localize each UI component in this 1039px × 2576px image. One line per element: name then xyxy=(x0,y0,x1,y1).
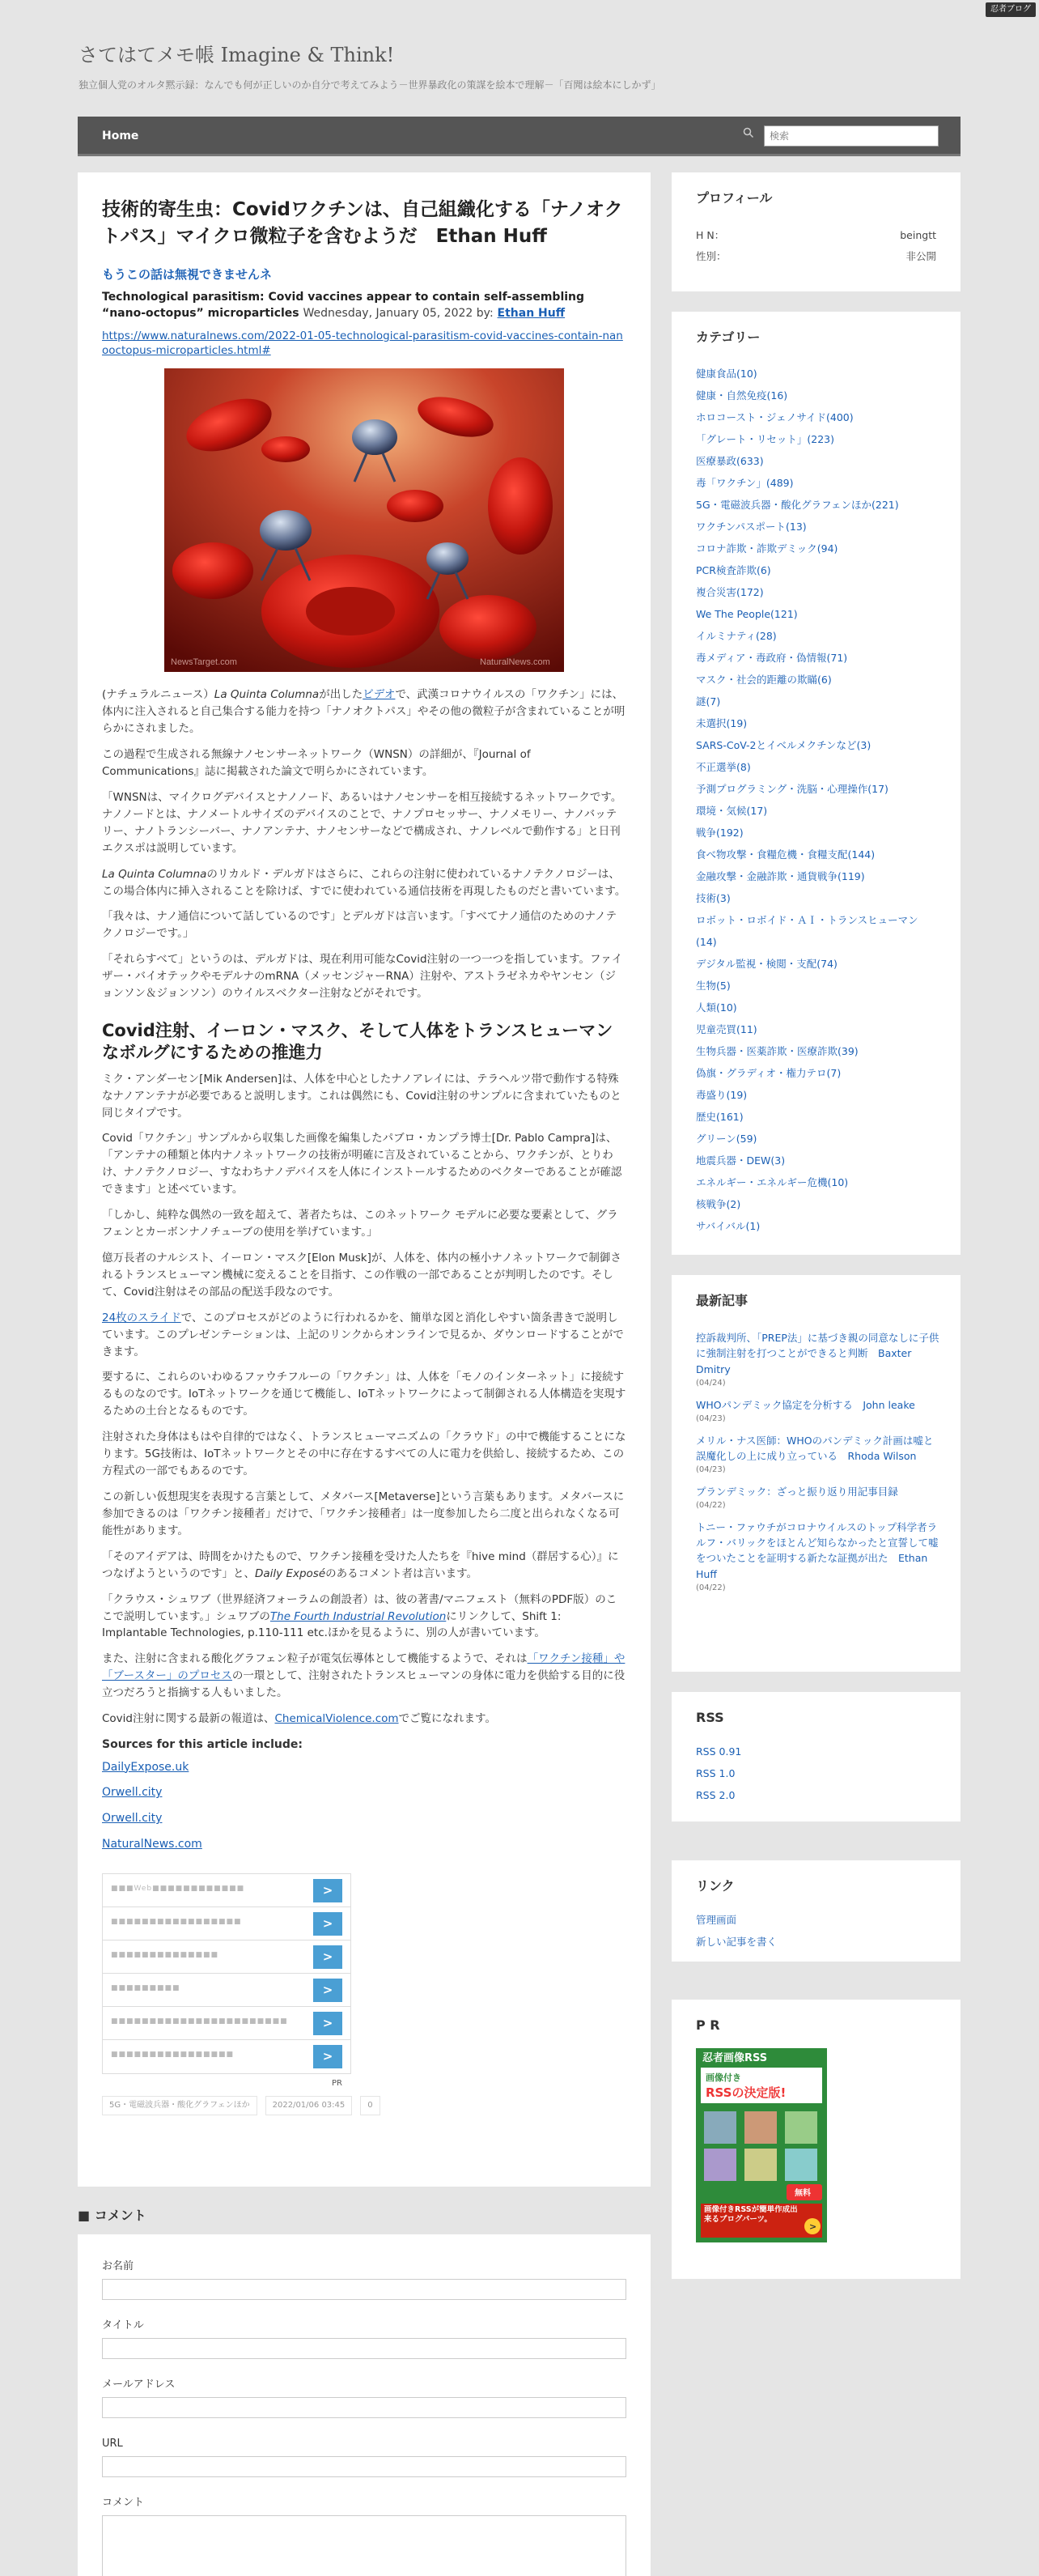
fourth-industrial-revolution-link[interactable]: The Fourth Industrial Revolution xyxy=(269,1609,447,1623)
category-link[interactable]: ロボット・ロボイド・ＡＩ・トランスヒューマン(14) xyxy=(696,914,918,948)
search-icon[interactable] xyxy=(743,127,754,138)
pr-widget xyxy=(672,2000,961,2279)
recent-item: メリル・ナス医師：WHOのパンデミック計画は嘘と誤魔化しの上に成り立っている Rhoda Wilson (04/23) xyxy=(696,1433,943,1477)
rss-widget xyxy=(672,1692,961,1821)
paragraph-15: 「そのアイデアは、時間をかけたもので、ワクチン接種を受けた人たちを『hive mind（群居する心）』につなげようというのです」と、Daily Exposéのあるコメント者は言います。 xyxy=(102,1549,619,1580)
rss-list xyxy=(696,1741,939,1806)
paragraph-1: (ナチュラルニュース）La Quinta Columnaが出したビデオで、武漢コロナウイルスの「ワクチン」には、体内に注入されると自己集合する能力を持つ「ナノオクトパス」やその他の微粒子が含まれていることが明らかにされました。 xyxy=(102,688,626,736)
navbar xyxy=(78,117,961,156)
banner-brand: 忍者画像RSS xyxy=(702,2052,768,2064)
ad-arrow-button: > xyxy=(313,1945,342,1969)
category-link[interactable]: イルミナティ(28) xyxy=(696,630,777,642)
category-link[interactable]: 金融攻撃・金融詐欺・通貨戦争(119) xyxy=(696,870,865,882)
category-link[interactable]: サバイバル(1) xyxy=(696,1220,761,1232)
category-link[interactable]: 食べ物攻撃・食糧危機・食糧支配(144) xyxy=(696,848,876,861)
main-content xyxy=(78,172,651,2187)
category-link[interactable]: 5G・電磁波兵器・酸化グラフェンほか(221) xyxy=(696,499,899,511)
category-link[interactable]: 毒メディア・毒政府・偽情報(71) xyxy=(696,652,848,664)
category-link[interactable]: 歴史(161) xyxy=(696,1111,744,1123)
category-heading: カテゴリー xyxy=(696,329,761,345)
paragraph-9: 「しかし、純粋な偶然の一致を超えて、著者たちは、このネットワーク モデルに必要な要素として、グラフェンとカーボンナノチューブの使用を挙げています。」 xyxy=(102,1209,618,1239)
author-link[interactable]: Ethan Huff xyxy=(497,307,566,321)
category-link[interactable]: 核戦争(2) xyxy=(696,1198,741,1210)
ad-row[interactable]: ■■■■■■■■■■■■■■■■■ > xyxy=(103,1907,350,1941)
category-link[interactable]: 戦争(192) xyxy=(696,827,744,839)
recent-item: WHOパンデミック協定を分析する John leake (04/23) xyxy=(696,1397,943,1426)
nav-home-link[interactable]: Home xyxy=(102,130,139,142)
source-url-link[interactable]: https://www.naturalnews.com/2022-01-05-technological-parasitism-covid-vaccines-contain-nanooctopus-microparticles.html# xyxy=(102,329,623,358)
banner-arrow-icon: > xyxy=(809,2221,817,2232)
nanobot-illustration xyxy=(164,368,564,672)
banner-line1: 画像付き xyxy=(706,2072,741,2083)
recent-posts-widget xyxy=(672,1275,961,1672)
paragraph-10: 億万長者のナルシスト、イーロン・マスク[Elon Musk]が、人体を、体内の極小ナノネットワークで制御されるトランスヒューマン機械に変えることを目指す、この作戦の一部であることが判明したのです。そして、Covid注射はその部品の配送手段なのです。 xyxy=(102,1251,621,1299)
ad-row[interactable]: ■■■Web■■■■■■■■■■■■ > xyxy=(103,1874,350,1907)
profile-gender: 性別： 非公開 xyxy=(696,250,936,262)
recent-item: 控訴裁判所、「PREP法」に基づき親の同意なしに子供に強制注射を打つことができると判断 Baxter Dmitry (04/24) xyxy=(696,1330,943,1390)
post-date: 2022/01/06 03:45 xyxy=(265,2096,353,2115)
links-list xyxy=(696,1909,939,1953)
pr-banner-graphic xyxy=(696,2048,827,2242)
ad-row[interactable]: ■■■■■■■■■■■■■■■■ > xyxy=(103,2040,350,2073)
ad-box xyxy=(102,1873,351,2074)
ad-arrow-button: > xyxy=(313,2045,342,2068)
booster-process-link[interactable]: 「ワクチン接種」や「ブースター」のプロセス xyxy=(102,1652,626,1683)
paragraph-3: 「WNSNは、マイクログデバイスとナノノード、あるいはナノセンサーを相互接続するネットワークです。ナノノードとは、ナノメートルサイズのデバイスのことで、ナノプロセッサー、ナノメモリー、ナノバッテリー、ナノトランシーバー、ナノアンテナ、ナノセンサーなどで構成され、ナノレベルで動作する」と日刊エクスポは説明しています。 xyxy=(102,790,622,855)
chemicalviolence-link[interactable]: ChemicalViolence.com xyxy=(274,1712,399,1726)
ad-pr-label: PR xyxy=(332,2078,342,2088)
search-input[interactable] xyxy=(764,125,939,147)
category-link[interactable]: 健康・自然免疫(16) xyxy=(696,389,788,402)
profile-heading: プロフィール xyxy=(696,190,773,206)
category-link[interactable]: 生物(5) xyxy=(696,980,731,992)
source-link[interactable]: Orwell.city xyxy=(102,1812,163,1826)
paragraph-6: 「それらすべて」というのは、デルガドは、現在利用可能なCovid注射の一つ一つを指しています。ファイザー・バイオテックやモデルナのmRNA（メッセンジャーRNA）注射や、アストラゼネカやヤンセン（ジョンソン＆ジョンソン）のウイルスベクター注射などがそれです。 xyxy=(102,953,623,1001)
source-link[interactable]: NaturalNews.com xyxy=(102,1837,202,1851)
rss-link[interactable]: RSS 0.91 xyxy=(696,1745,742,1758)
profile-hn: H N： beingtt xyxy=(696,229,936,241)
recent-item: プランデミック：ざっと振り返り用記事目録 (04/22) xyxy=(696,1484,943,1512)
category-link[interactable]: コロナ詐欺・詐欺デミック(94) xyxy=(696,542,838,555)
paragraph-11: 24枚のスライドで、このプロセスがどのように行われるかを、簡単な図と消化しやすい箇条書きで説明しています。このプレゼンテーションは、上記のリンクからオンラインで見るか、ダウンロードすることができます。 xyxy=(102,1311,624,1358)
recent-post-link[interactable]: 控訴裁判所、「PREP法」に基づき親の同意なしに子供に強制注射を打つことができると判断 Baxter Dmitry xyxy=(696,1332,939,1375)
ad-arrow-button: > xyxy=(313,1879,342,1902)
recent-post-link[interactable]: プランデミック：ざっと振り返り用記事目録 xyxy=(696,1485,898,1498)
recent-post-link[interactable]: トニー・ファウチがコロナウイルスのトップ科学者ラルフ・バリックをほとんど知らなかったと宣誓して嘘をついたことを証明する新たな証拠が出た Ethan Huff xyxy=(696,1520,939,1580)
category-list xyxy=(696,363,939,1237)
watermark-left: NewsTarget.com xyxy=(171,657,237,668)
category-link[interactable]: グリーン(59) xyxy=(696,1133,757,1145)
rss-link[interactable]: RSS 2.0 xyxy=(696,1789,736,1801)
article-meta xyxy=(102,2096,626,2115)
category-link[interactable]: 「グレート・リセット」(223) xyxy=(696,433,834,445)
ad-row[interactable]: ■■■■■■■■■ > xyxy=(103,1974,350,2007)
site-description: 独立個人党のオルタ黙示録：なんでも何が正しいのか自分で考えてみよう－世界暴政化の策謀を絵本で理解－「百聞は絵本にしかず」 xyxy=(78,79,661,91)
category-link[interactable]: 健康食品(10) xyxy=(696,368,757,380)
ninja-blog-badge[interactable]: 忍者ブログ xyxy=(986,2,1036,17)
comment-heading: ■ コメント xyxy=(78,2208,146,2223)
recent-heading: 最新記事 xyxy=(696,1293,749,1308)
category-link[interactable]: 毒「ワクチン」(489) xyxy=(696,477,794,489)
paragraph-16: 「クラウス・シュワブ（世界経済フォーラムの創設者）は、彼の著書/マニフェスト（無料のPDF版）のここで説明しています。」シュワブのThe Fourth Industrial Revolutionにリンクして、Shift 1: Implantable Technologies, p.110-111 etc.ほかを見るように、別の人が書いています。 xyxy=(102,1592,617,1640)
url-input[interactable] xyxy=(102,2456,626,2477)
category-link[interactable]: 偽旗・グラディオ・権力テロ(7) xyxy=(696,1067,842,1079)
ad-row[interactable]: ■■■■■■■■■■■■■■ > xyxy=(103,1941,350,1974)
paragraph-17: また、注射に含まれる酸化グラフェン粒子が電気伝導体として機能するようで、それは「ワクチン接種」や「ブースター」のプロセスの一環として、注射されたトランスヒューマンの身体に電力を供給する目的に役立つだろうと指摘する人もいました。 xyxy=(102,1652,626,1700)
category-link[interactable]: 不正選挙(8) xyxy=(696,761,751,773)
new-post-link[interactable]: 新しい記事を書く xyxy=(696,1936,778,1948)
article xyxy=(102,197,626,2115)
url-label: URL xyxy=(102,2438,123,2450)
slides-link[interactable]: 24枚のスライド xyxy=(102,1311,181,1324)
paragraph-5: 「我々は、ナノ通信について話しているのです」とデルガドは言います。「すべてナノ通信のためのナノテクノロジーです。」 xyxy=(102,910,617,941)
english-title: Technological parasitism: Covid vaccines appear to contain self-assembling “nano-octopus” microparticles Wednesday, January 05, 2022 by: Ethan Huff xyxy=(102,290,585,321)
article-title: 技術的寄生虫：Covidワクチンは、自己組織化する「ナノオクトパス」マイクロ微粒子を含むようだ Ethan Huff xyxy=(102,199,623,248)
banner-bottom: 画像付きRSSが簡単作成出来るブログパーツ。 xyxy=(704,2205,798,2225)
comment-body-label: コメント xyxy=(102,2497,145,2509)
category-link[interactable]: 環境・気候(17) xyxy=(696,805,768,817)
paragraph-8: Covid「ワクチン」サンプルから収集した画像を編集したパブロ・カンプラ博士[Dr. Pablo Campra]は、「アンテナの種類と体内ナノネットワークの技術が明確に言及されていることから、ワクチンが、とりわけ、ナノテクノロジー、すなわちナノデバイスを人体にインストールするためのベクターであることが確認できます」と述べています。 xyxy=(102,1132,622,1197)
category-link[interactable]: 複合災害(172) xyxy=(696,586,764,598)
paragraph-12: 要するに、これらのいわゆるファウチフルーの「ワクチン」は、人体を「モノのインターネット」に接続するものなのです。IoTネットワークを通じて機能し、IoTネットワークによって制御される人体構造を実現するための土台となるものです。 xyxy=(102,1371,626,1418)
paragraph-13: 注射された身体はもはや自律的ではなく、トランスヒューマニズムの「クラウド」の中で機能することになります。5G技術は、IoTネットワークとその中に存在するすべての人に電力を供給し、接続するため、この方程式の一部でもあるのです。 xyxy=(102,1430,626,1478)
banner-line2: RSSの決定版! xyxy=(706,2085,787,2100)
name-label: お名前 xyxy=(102,2260,134,2272)
article-subtitle: もうこの話は無視できませんネ xyxy=(102,266,273,282)
category-link[interactable]: We The People(121) xyxy=(696,608,798,620)
paragraph-14: この新しい仮想現実を表現する言葉として、メタバース[Metaverse]という言葉もあります。メタバースに参加できるのは「ワクチン接種者」だけで、「ワクチン接種者」は一度参加したら二度と出られなくなる可能性があります。 xyxy=(102,1490,625,1537)
article-date: Wednesday, January 05, 2022 by: xyxy=(303,307,494,321)
rss-heading: RSS xyxy=(696,1710,724,1725)
category-link[interactable]: ホロコースト・ジェノサイド(400) xyxy=(696,411,854,423)
category-link[interactable]: SARS-CoV-2とイベルメクチンなど(3) xyxy=(696,739,871,751)
recent-item: トニー・ファウチがコロナウイルスのトップ科学者ラルフ・バリックをほとんど知らなかったと宣誓して嘘をついたことを証明する新たな証拠が出た Ethan Huff (04/22) xyxy=(696,1520,943,1595)
category-link[interactable]: PCR検査詐欺(6) xyxy=(696,564,771,576)
admin-link[interactable]: 管理画面 xyxy=(696,1914,737,1926)
category-link[interactable]: 技術(3) xyxy=(696,892,731,904)
video-link[interactable]: ビデオ xyxy=(363,688,396,702)
email-input[interactable] xyxy=(102,2397,626,2418)
source-link[interactable]: Orwell.city xyxy=(102,1786,163,1800)
sources-heading: Sources for this article include: xyxy=(102,1738,303,1752)
ad-arrow-button: > xyxy=(313,2012,342,2035)
comment-form xyxy=(78,2234,651,2576)
rss-link[interactable]: RSS 1.0 xyxy=(696,1767,736,1779)
name-input[interactable] xyxy=(102,2279,626,2300)
category-link[interactable]: ワクチンパスポート(13) xyxy=(696,521,807,533)
paragraph-4: La Quinta Columnaのリカルド・デルガドはさらに、これらの注射に使われているナノテクノロジーは、この場合体内に挿入されることを除けば、すでに使われている通信技術を再現したものだと書いています。 xyxy=(102,867,626,898)
paragraph-7: ミク・アンダーセン[Mik Andersen]は、人体を中心としたナノアレイには、テラヘルツ帯で動作する特殊なナノアンテナが必要であると説明します。これは偶然にも、Covid注射のサンプルに含まれていたものと同じタイプです。 xyxy=(102,1072,621,1120)
recent-post-link[interactable]: WHOパンデミック協定を分析する John leake xyxy=(696,1398,915,1411)
title-label: タイトル xyxy=(102,2319,144,2332)
source-link[interactable]: DailyExpose.uk xyxy=(102,1760,189,1774)
pr-heading: P R xyxy=(696,2017,720,2033)
category-link[interactable]: エネルギー・エネルギー危機(10) xyxy=(696,1176,849,1188)
category-link[interactable]: デジタル監視・検閲・支配(74) xyxy=(696,958,838,970)
links-heading: リンク xyxy=(696,1878,735,1894)
category-link[interactable]: 医療暴政(633) xyxy=(696,455,764,467)
category-link[interactable]: 毒盛り(19) xyxy=(696,1089,748,1101)
category-link[interactable]: 謎(7) xyxy=(696,695,721,708)
watermark-right: NaturalNews.com xyxy=(480,657,550,668)
links-widget xyxy=(672,1860,961,1962)
article-image xyxy=(164,368,564,672)
category-link[interactable]: 児童売買(11) xyxy=(696,1023,757,1035)
ad-arrow-button: > xyxy=(313,1979,342,2002)
comment-icon: ■ xyxy=(78,2208,95,2223)
paragraph-2: この過程で生成される無線ナノセンサーネットワーク（WNSN）の詳細が、『Journal of Communications』誌に掲載された論文で明らかにされています。 xyxy=(102,748,531,778)
site-title[interactable]: さてはてメモ帳 Imagine & Think! xyxy=(78,44,395,66)
profile-widget xyxy=(672,172,961,291)
category-widget xyxy=(672,312,961,1255)
section-heading: Covid注射、イーロン・マスク、そして人体をトランスヒューマンなボルグにするための推進力 xyxy=(102,1021,613,1063)
recent-post-link[interactable]: メリル・ナス医師：WHOのパンデミック計画は嘘と誤魔化しの上に成り立っている Rhoda Wilson xyxy=(696,1434,934,1462)
category-link[interactable]: マスク・社会的距離の欺瞞(6) xyxy=(696,674,832,686)
category-link[interactable]: 人類(10) xyxy=(696,1001,737,1014)
pr-banner[interactable] xyxy=(696,2048,827,2242)
banner-free: 無料 xyxy=(795,2189,811,2198)
paragraph-18: Covid注射に関する最新の報道は、ChemicalViolence.comでご覧になれます。 xyxy=(102,1712,496,1726)
category-link[interactable]: 未選択(19) xyxy=(696,717,748,729)
ad-arrow-button: > xyxy=(313,1912,342,1936)
title-input[interactable] xyxy=(102,2338,626,2359)
ad-row[interactable]: ■■■■■■■■■■■■■■■■■■■■■■■ > xyxy=(103,2007,350,2040)
category-link[interactable]: 予測プログラミング・洗脳・心理操作(17) xyxy=(696,783,888,795)
recent-list xyxy=(696,1330,943,1602)
email-label: メールアドレス xyxy=(102,2378,176,2391)
category-tag[interactable]: 5G・電磁波兵器・酸化グラフェンほか xyxy=(102,2096,257,2115)
comment-textarea[interactable] xyxy=(102,2515,626,2576)
comment-count[interactable]: 0 xyxy=(360,2096,380,2115)
category-link[interactable]: 地震兵器・DEW(3) xyxy=(696,1154,786,1167)
category-link[interactable]: 生物兵器・医薬詐欺・医療詐欺(39) xyxy=(696,1045,859,1057)
